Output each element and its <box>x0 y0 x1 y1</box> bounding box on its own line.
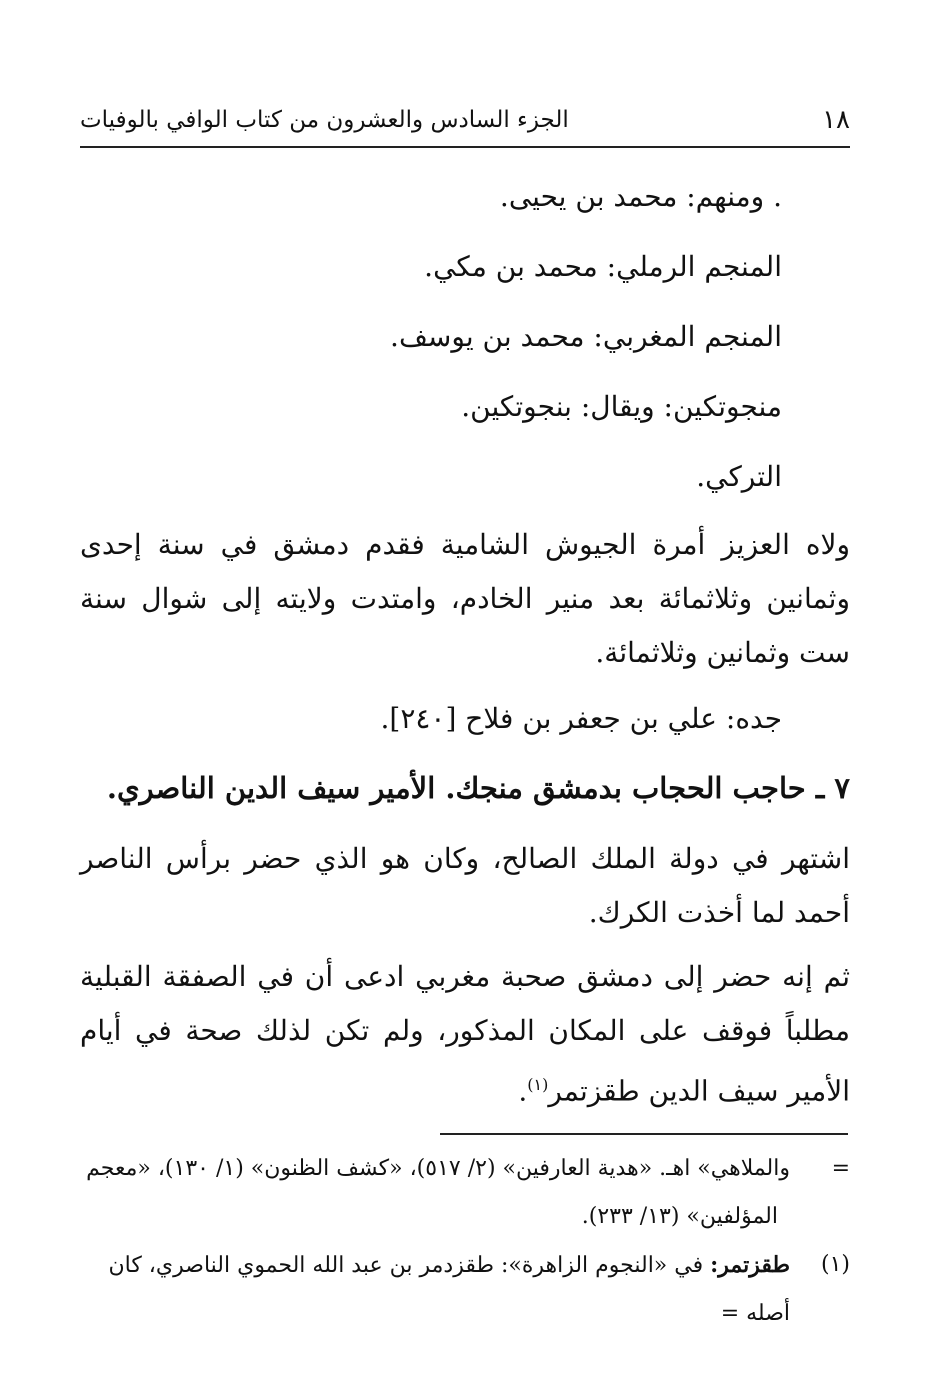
footnote-1 <box>80 1241 850 1338</box>
page-number: ١٨ <box>822 105 850 135</box>
section-heading: ٧ ـ حاجب الحجاب بدمشق منجك. الأمير سيف الدين الناصري. <box>106 771 850 805</box>
paragraph-text: ثم إنه حضر إلى دمشق صحبة مغربي ادعى أن في الصفقة القبلية مطلباً فوقف على المكان المذكور، ولم تكن لذلك صحة في أيام الأمير سيف الدين طقزتمر <box>80 960 850 1108</box>
footnotes <box>80 1145 850 1338</box>
footnote-divider <box>440 1133 848 1135</box>
entry-line: التركي. <box>696 460 782 493</box>
entry-line: المنجم المغربي: محمد بن يوسف. <box>390 320 782 353</box>
footnote-text: المؤلفين» (١٣/ ٢٣٣). <box>581 1204 778 1229</box>
main-text <box>80 168 850 1128</box>
paragraph: اشتهر في دولة الملك الصالح، وكان هو الذي حضر برأس الناصر أحمد لما أخذت الكرك. <box>80 842 850 929</box>
footnote-text: في «النجوم الزاهرة»: طقزدمر بن عبد الله الحموي الناصري، كان أصله = <box>108 1253 790 1326</box>
paragraph <box>80 950 850 1118</box>
header-divider <box>80 146 850 148</box>
footnote-term: طقزتمر: <box>710 1252 790 1278</box>
footnote-continuation <box>80 1145 850 1193</box>
paragraph-end: . <box>518 1074 528 1108</box>
entry-line: منجوتكين: ويقال: بنجوتكين. <box>461 390 782 423</box>
grandfather-line: جده: علي بن جعفر بن فلاح [٢٤٠]. <box>380 702 782 735</box>
entry-line: المنجم الرملي: محمد بن مكي. <box>424 250 782 283</box>
footnote-text: والملاهي» اهـ. «هدية العارفين» (٢/ ٥١٧)، «كشف الظنون» (١/ ١٣٠)، «معجم <box>86 1156 790 1181</box>
continuation-mark: = <box>831 1156 850 1181</box>
entry-line: . ومنهم: محمد بن يحيى. <box>499 180 782 213</box>
footnote-reference[interactable]: (١) <box>527 1075 549 1094</box>
footnote-body <box>80 1241 790 1338</box>
page-header <box>80 100 850 140</box>
running-title: الجزء السادس والعشرون من كتاب الوافي بالوفيات <box>80 107 569 133</box>
paragraph: ولاه العزيز أمرة الجيوش الشامية فقدم دمشق في سنة إحدى وثمانين وثلاثمائة بعد منير الخادم، وامتدت ولايته إلى شوال سنة ست وثمانين وثلاثمائة. <box>80 528 850 669</box>
footnote-mark: (١) <box>820 1252 850 1277</box>
